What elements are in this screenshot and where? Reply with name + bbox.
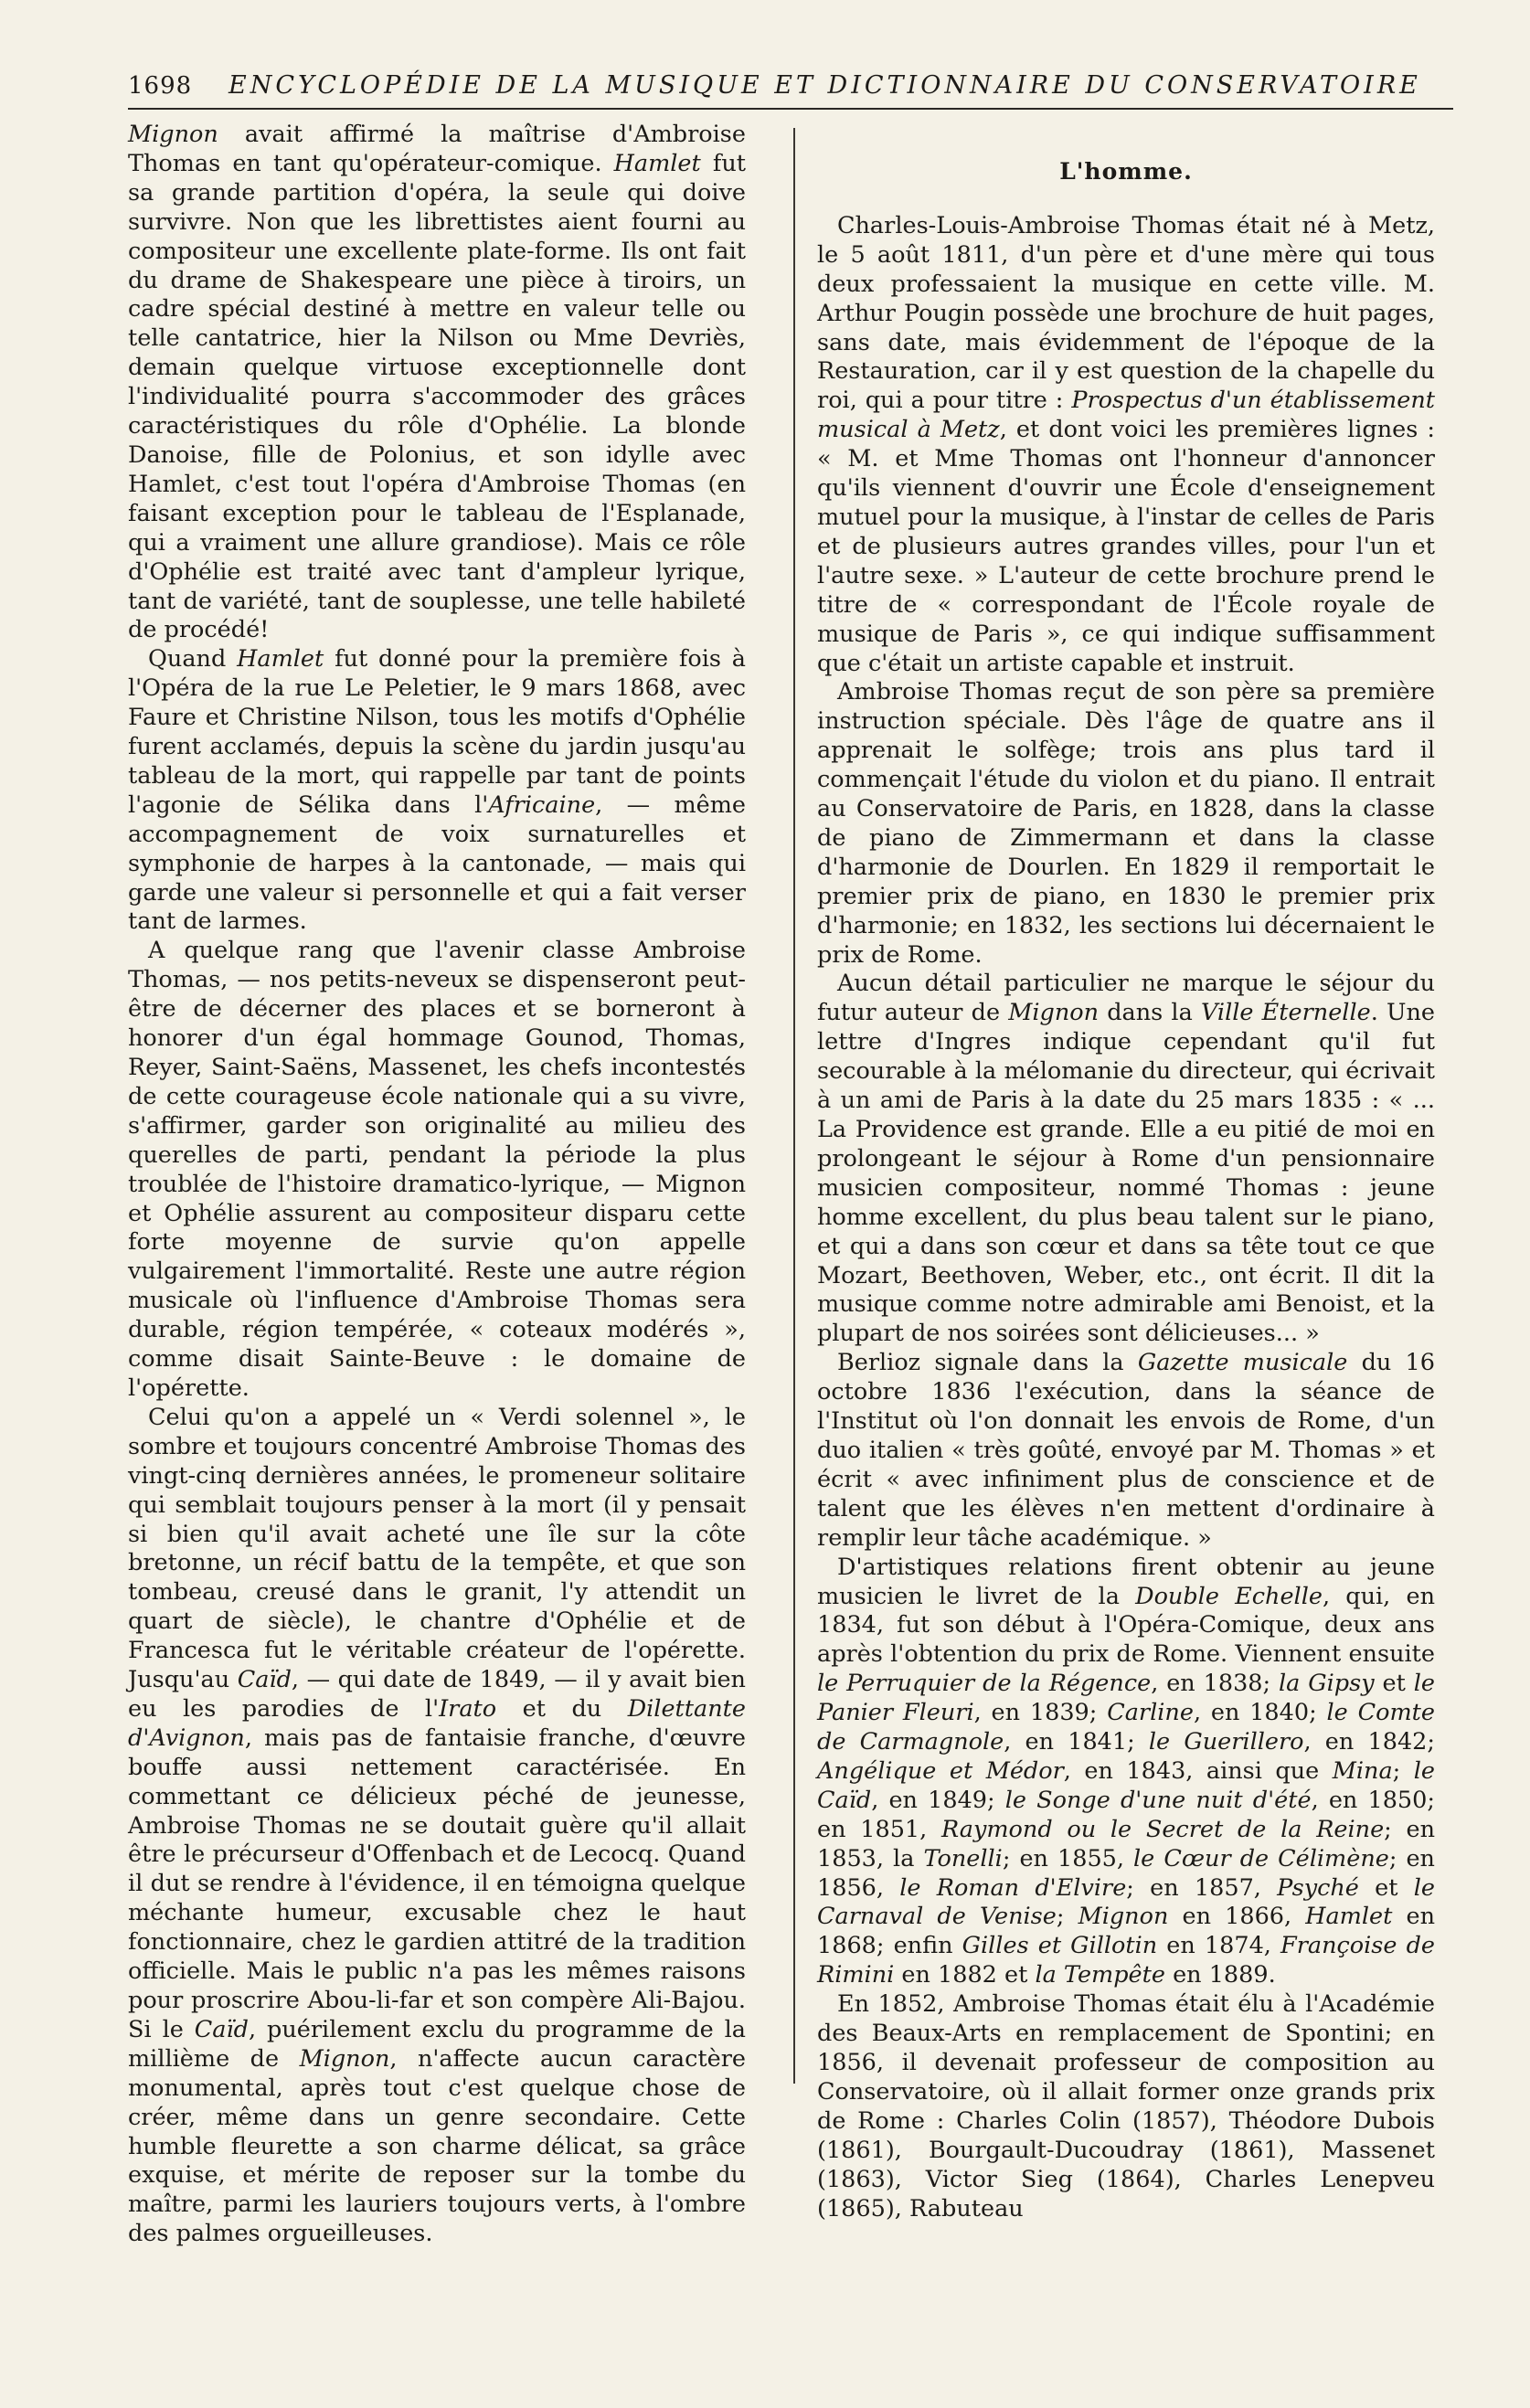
page-number: 1698 bbox=[128, 72, 193, 100]
paragraph bbox=[817, 1554, 1435, 1991]
italic-title: Mignon bbox=[128, 121, 218, 148]
italic-title: le Carnaval de Venise bbox=[817, 1873, 1435, 1931]
paragraph bbox=[128, 645, 746, 937]
text-run: , en 1841; bbox=[1004, 1728, 1149, 1756]
italic-title: le Perruquier de la Régence bbox=[817, 1670, 1152, 1698]
text-run: ; en 1853, la bbox=[817, 1815, 1435, 1872]
text-run: ; bbox=[1392, 1756, 1414, 1785]
text-run: Quand bbox=[148, 645, 238, 674]
italic-title: Prospectus d'un établissement musical à Metz bbox=[817, 387, 1435, 444]
paragraph bbox=[128, 121, 746, 645]
italic-title: Carline bbox=[1107, 1699, 1194, 1727]
text-run: en 1889. bbox=[1164, 1961, 1276, 1989]
text-run: fut sa grande partition d'opéra, la seule qui doive survivre. Non que les librettistes aient fourni au compositeur une excellente plate-forme. Ils ont fait du drame de Shakespeare une pièce à tiroirs, un cadre spécial destiné à mettre en valeur telle ou telle cantatrice, hier la Nilson ou Mme Devriès, demain quelque virtuose exceptionnelle dont l'individualité pourra s'accommoder des grâces caractéristiques du rôle d'Ophélie. La blonde Danoise, fille de Polonius, et son idylle avec Hamlet, c'est tout l'opéra d'Ambroise Thomas (en faisant exception pour le tableau de l'Esplanade, qui a vraiment une allure grandiose). Mais ce rôle d'Ophélie est traité avec tant d'ampleur lyrique, tant de variété, tant de souplesse, une telle habileté de procédé! bbox=[128, 149, 746, 644]
text-run: avait affirmé la maîtrise d'Ambroise Thomas en tant qu'opérateur-comique. bbox=[128, 121, 746, 177]
italic-title: Double Echelle bbox=[1135, 1582, 1323, 1610]
italic-title: le Comte de Carmagnole bbox=[817, 1699, 1435, 1756]
italic-title: Angélique et Médor bbox=[817, 1756, 1064, 1785]
text-run: Berlioz signale dans la bbox=[837, 1349, 1138, 1377]
text-run: , en 1849; bbox=[871, 1786, 1005, 1814]
italic-title: Françoise de Rimini bbox=[817, 1932, 1435, 1989]
text-run: en 1874, bbox=[1157, 1932, 1280, 1960]
text-run: , en 1850; en 1851, bbox=[817, 1786, 1435, 1843]
italic-title: Mignon bbox=[299, 2044, 390, 2073]
italic-title: Caïd bbox=[237, 1666, 292, 1694]
italic-title: le Cœur de Célimène bbox=[1133, 1844, 1389, 1872]
text-run: en 1868; enfin bbox=[817, 1903, 1435, 1960]
italic-title: le Songe d'une nuit d'été bbox=[1004, 1786, 1312, 1814]
text-run: ; en 1855, bbox=[1002, 1844, 1134, 1872]
text-run: , n'affecte aucun caractère monumental, après tout c'est quelque chose de créer, même dans un genre secondaire. Cette humble fleurette a son charme délicat, sa grâce exquise, et mérite de reposer sur la tombe du maître, parmi les lauriers toujours verts, à l'ombre des palmes orgueilleuses. bbox=[128, 2044, 746, 2248]
right-column bbox=[817, 121, 1435, 2223]
italic-title: Irato bbox=[439, 1694, 497, 1723]
paragraph bbox=[817, 678, 1435, 970]
italic-title: la Tempête bbox=[1035, 1961, 1165, 1989]
left-column bbox=[128, 121, 746, 2249]
italic-title: Mignon bbox=[1008, 999, 1100, 1027]
text-run: Ambroise Thomas reçut de son père sa première instruction spéciale. Dès l'âge de quatre ans il apprenait le solfège; trois ans plus tard il commençait l'étude du violon et du piano. Il entrait au Conservatoire de Paris, en 1828, dans la classe de piano de Zimmermann et dans la classe d'harmonie de Dourlen. En 1829 il remportait le premier prix de piano, en 1830 le premier prix d'harmonie; en 1832, les sections lui décernaient le prix de Rome. bbox=[817, 678, 1435, 969]
italic-title: Mina bbox=[1332, 1756, 1393, 1785]
section-title: L'homme. bbox=[1059, 158, 1193, 185]
text-run: , — qui date de 1849, — il y avait bien eu les parodies de l' bbox=[128, 1666, 746, 1723]
italic-title: le Guerillero bbox=[1148, 1728, 1304, 1756]
italic-title: Hamlet bbox=[237, 645, 324, 674]
italic-title: Tonelli bbox=[923, 1844, 1003, 1872]
italic-title: Hamlet bbox=[613, 149, 701, 177]
text-run: du 16 octobre 1836 l'exécution, dans la séance de l'Institut où l'on donnait les envois de Rome, d'un duo italien « très goûté, envoyé par M. Thomas » et écrit « avec infiniment plus de conscience et de talent que les élèves n'en mettent d'ordinaire à remplir leur tâche académique. » bbox=[817, 1349, 1436, 1552]
column-divider bbox=[793, 128, 795, 2084]
text-run: ; en 1857, bbox=[1126, 1873, 1278, 1902]
text-run: dans la bbox=[1099, 999, 1201, 1027]
italic-title: Africaine bbox=[488, 790, 596, 819]
italic-title: le Roman d'Elvire bbox=[899, 1873, 1127, 1902]
paragraph bbox=[128, 937, 746, 1404]
text-run: . Une lettre d'Ingres indique cependant qu'il fut secourable à la mélomanie du directeur, qui écrivait à un ami de Paris à la date du 25 mars 1835 : « ... La Providence est grande. Elle a eu pitié de moi en prolongeant le séjour à Rome d'un pensionnaire musicien compositeur, nommé Thomas : jeune homme excellent, du plus beau talent sur le piano, et qui a dans son cœur et dans sa tête tout ce que Mozart, Beethoven, Weber, etc., ont écrit. Il dit la musique comme notre admirable ami Benoist, et la plupart de nos soirées sont délicieuses... » bbox=[817, 999, 1436, 1348]
text-run: , en 1842; bbox=[1303, 1728, 1435, 1756]
italic-title: Psyché bbox=[1277, 1873, 1359, 1902]
text-run: A quelque rang que l'avenir classe Ambroise Thomas, — nos petits-neveux se dispenseront peut-être de décerner des places et se borneront à honorer d'un égal hommage Gounod, Thomas, Reyer, Saint-Saëns, Massenet, les chefs incontestés de cette courageuse école nationale qui a su vivre, s'affirmer, garder son originalité au milieu des querelles de parti, pendant la période la plus troublée de l'histoire dramatico-lyrique, — Mignon et Ophélie assurent au compositeur disparu cette forte moyenne de survie qu'on appelle vulgairement l'immortalité. Reste une autre région musicale où l'influence d'Ambroise Thomas sera durable, région tempérée, « coteaux modérés », comme disait Sainte-Beuve : le domaine de l'opérette. bbox=[128, 937, 746, 1402]
paragraph bbox=[817, 1990, 1435, 2223]
italic-title: Raymond ou le Secret de la Reine bbox=[940, 1815, 1385, 1843]
italic-title: Ville Éternelle bbox=[1200, 999, 1371, 1027]
running-header bbox=[128, 71, 1453, 110]
text-run: , puérilement exclu du programme de la millième de bbox=[128, 2015, 746, 2073]
italic-title: le Panier Fleuri bbox=[817, 1670, 1435, 1727]
text-run: en 1882 et bbox=[894, 1961, 1036, 1989]
text-run: , en 1839; bbox=[973, 1699, 1108, 1727]
text-run: , — même accompagnement de voix surnaturelles et symphonie de harpes à la cantonade, — mais qui garde une valeur si personnelle et qui a fait verser tant de larmes. bbox=[128, 790, 746, 936]
italic-title: Gilles et Gillotin bbox=[962, 1932, 1158, 1960]
text-run: , en 1838; bbox=[1151, 1670, 1279, 1698]
text-run: En 1852, Ambroise Thomas était élu à l'Académie des Beaux-Arts en remplacement de Spontini; en 1856, il devenait professeur de composition au Conservatoire, où il allait former onze grands prix de Rome : Charles Colin (1857), Théodore Dubois (1861), Bourgault-Ducoudray (1861), Massenet (1863), Victor Sieg (1864), Charles Lenepveu (1865), Rabuteau bbox=[817, 1990, 1435, 2222]
italic-title: la Gipsy bbox=[1279, 1670, 1375, 1698]
text-run: , en 1840; bbox=[1193, 1699, 1327, 1727]
text-run: , et dont voici les premières lignes : « M. et Mme Thomas ont l'honneur d'annoncer qu'ils viennent d'ouvrir une École d'enseignement mutuel pour la musique, à l'instar de celles de Paris et de plusieurs autres grandes villes, pour l'un et l'autre sexe. » L'auteur de cette brochure prend le titre de « correspondant de l'École royale de musique de Paris », ce qui indique suffisamment que c'était un artiste capable et instruit. bbox=[817, 416, 1435, 677]
text-run: Celui qu'on a appelé un « Verdi solennel », le sombre et toujours concentré Ambroise Thomas des vingt-cinq dernières années, le promeneur solitaire qui semblait toujours penser à la mort (il y pensait si bien qu'il avait acheté une île sur la côte bretonne, un récif battu de la tempête, et que son tombeau, creusé dans le granit, l'y attendit un quart de siècle), le chantre d'Ophélie et de Francesca fut le véritable créateur de l'opérette. Jusqu'au bbox=[128, 1403, 746, 1694]
paragraph bbox=[817, 1349, 1435, 1553]
italic-title: Gazette musicale bbox=[1137, 1349, 1348, 1377]
italic-title: Mignon bbox=[1078, 1903, 1169, 1931]
running-title: ENCYCLOPÉDIE DE LA MUSIQUE ET DICTIONNAIRE DU CONSERVATOIRE bbox=[228, 71, 1421, 100]
text-run: D'artistiques relations firent obtenir au jeune musicien le livret de la bbox=[817, 1553, 1435, 1610]
text-run: ; bbox=[1056, 1903, 1078, 1931]
text-run: , en 1843, ainsi que bbox=[1063, 1756, 1333, 1785]
paragraph bbox=[817, 970, 1435, 1349]
text-run: et bbox=[1374, 1670, 1414, 1698]
text-run: Aucun détail particulier ne marque le séjour du futur auteur de bbox=[817, 970, 1435, 1027]
text-run: Charles-Louis-Ambroise Thomas était né à Metz, le 5 août 1811, d'un père et d'une mère qui tous deux professaient la musique en cette ville. M. Arthur Pougin possède une brochure de huit pages, sans date, mais évidemment de l'époque de la Restauration, car il y est question de la chapelle du roi, qui a pour titre : bbox=[817, 211, 1435, 415]
text-run: et bbox=[1358, 1873, 1414, 1902]
italic-title: Caïd bbox=[194, 2015, 249, 2043]
text-run: , qui, en 1834, fut son début à l'Opéra-Comique, deux ans après l'obtention du prix de Rome. Viennent ensuite bbox=[817, 1582, 1436, 1669]
paragraph bbox=[817, 212, 1435, 679]
text-run: en 1866, bbox=[1168, 1903, 1306, 1931]
text-run: fut donné pour la première fois à l'Opéra de la rue Le Peletier, le 9 mars 1868, avec Faure et Christine Nilson, tous les motifs d'Ophélie furent acclamés, depuis la scène du jardin jusqu'au tableau de la mort, qui rappelle par tant de points l'agonie de Sélika dans l' bbox=[128, 645, 747, 819]
paragraph bbox=[128, 1404, 746, 2249]
text-run: , mais pas de fantaisie franche, d'œuvre bouffe aussi nettement caractérisée. En commettant ce délicieux péché de jeunesse, Ambroise Thomas ne se doutait guère qu'il allait être le précurseur d'Offenbach et de Lecocq. Quand il dut se rendre à l'évidence, il en témoigna quelque méchante humeur, excusable chez le haut fonctionnaire, chez le gardien attitré de la tradition officielle. Mais le public n'a pas les mêmes raisons pour proscrire Abou-li-far et son compère Ali-Bajou. Si le bbox=[128, 1724, 746, 2043]
italic-title: le Caïd bbox=[817, 1756, 1435, 1814]
text-run: et du bbox=[496, 1694, 628, 1723]
italic-title: Hamlet bbox=[1305, 1903, 1393, 1931]
text-run: ; en 1856, bbox=[817, 1844, 1435, 1902]
italic-title: Dilettante d'Avignon bbox=[128, 1694, 746, 1752]
